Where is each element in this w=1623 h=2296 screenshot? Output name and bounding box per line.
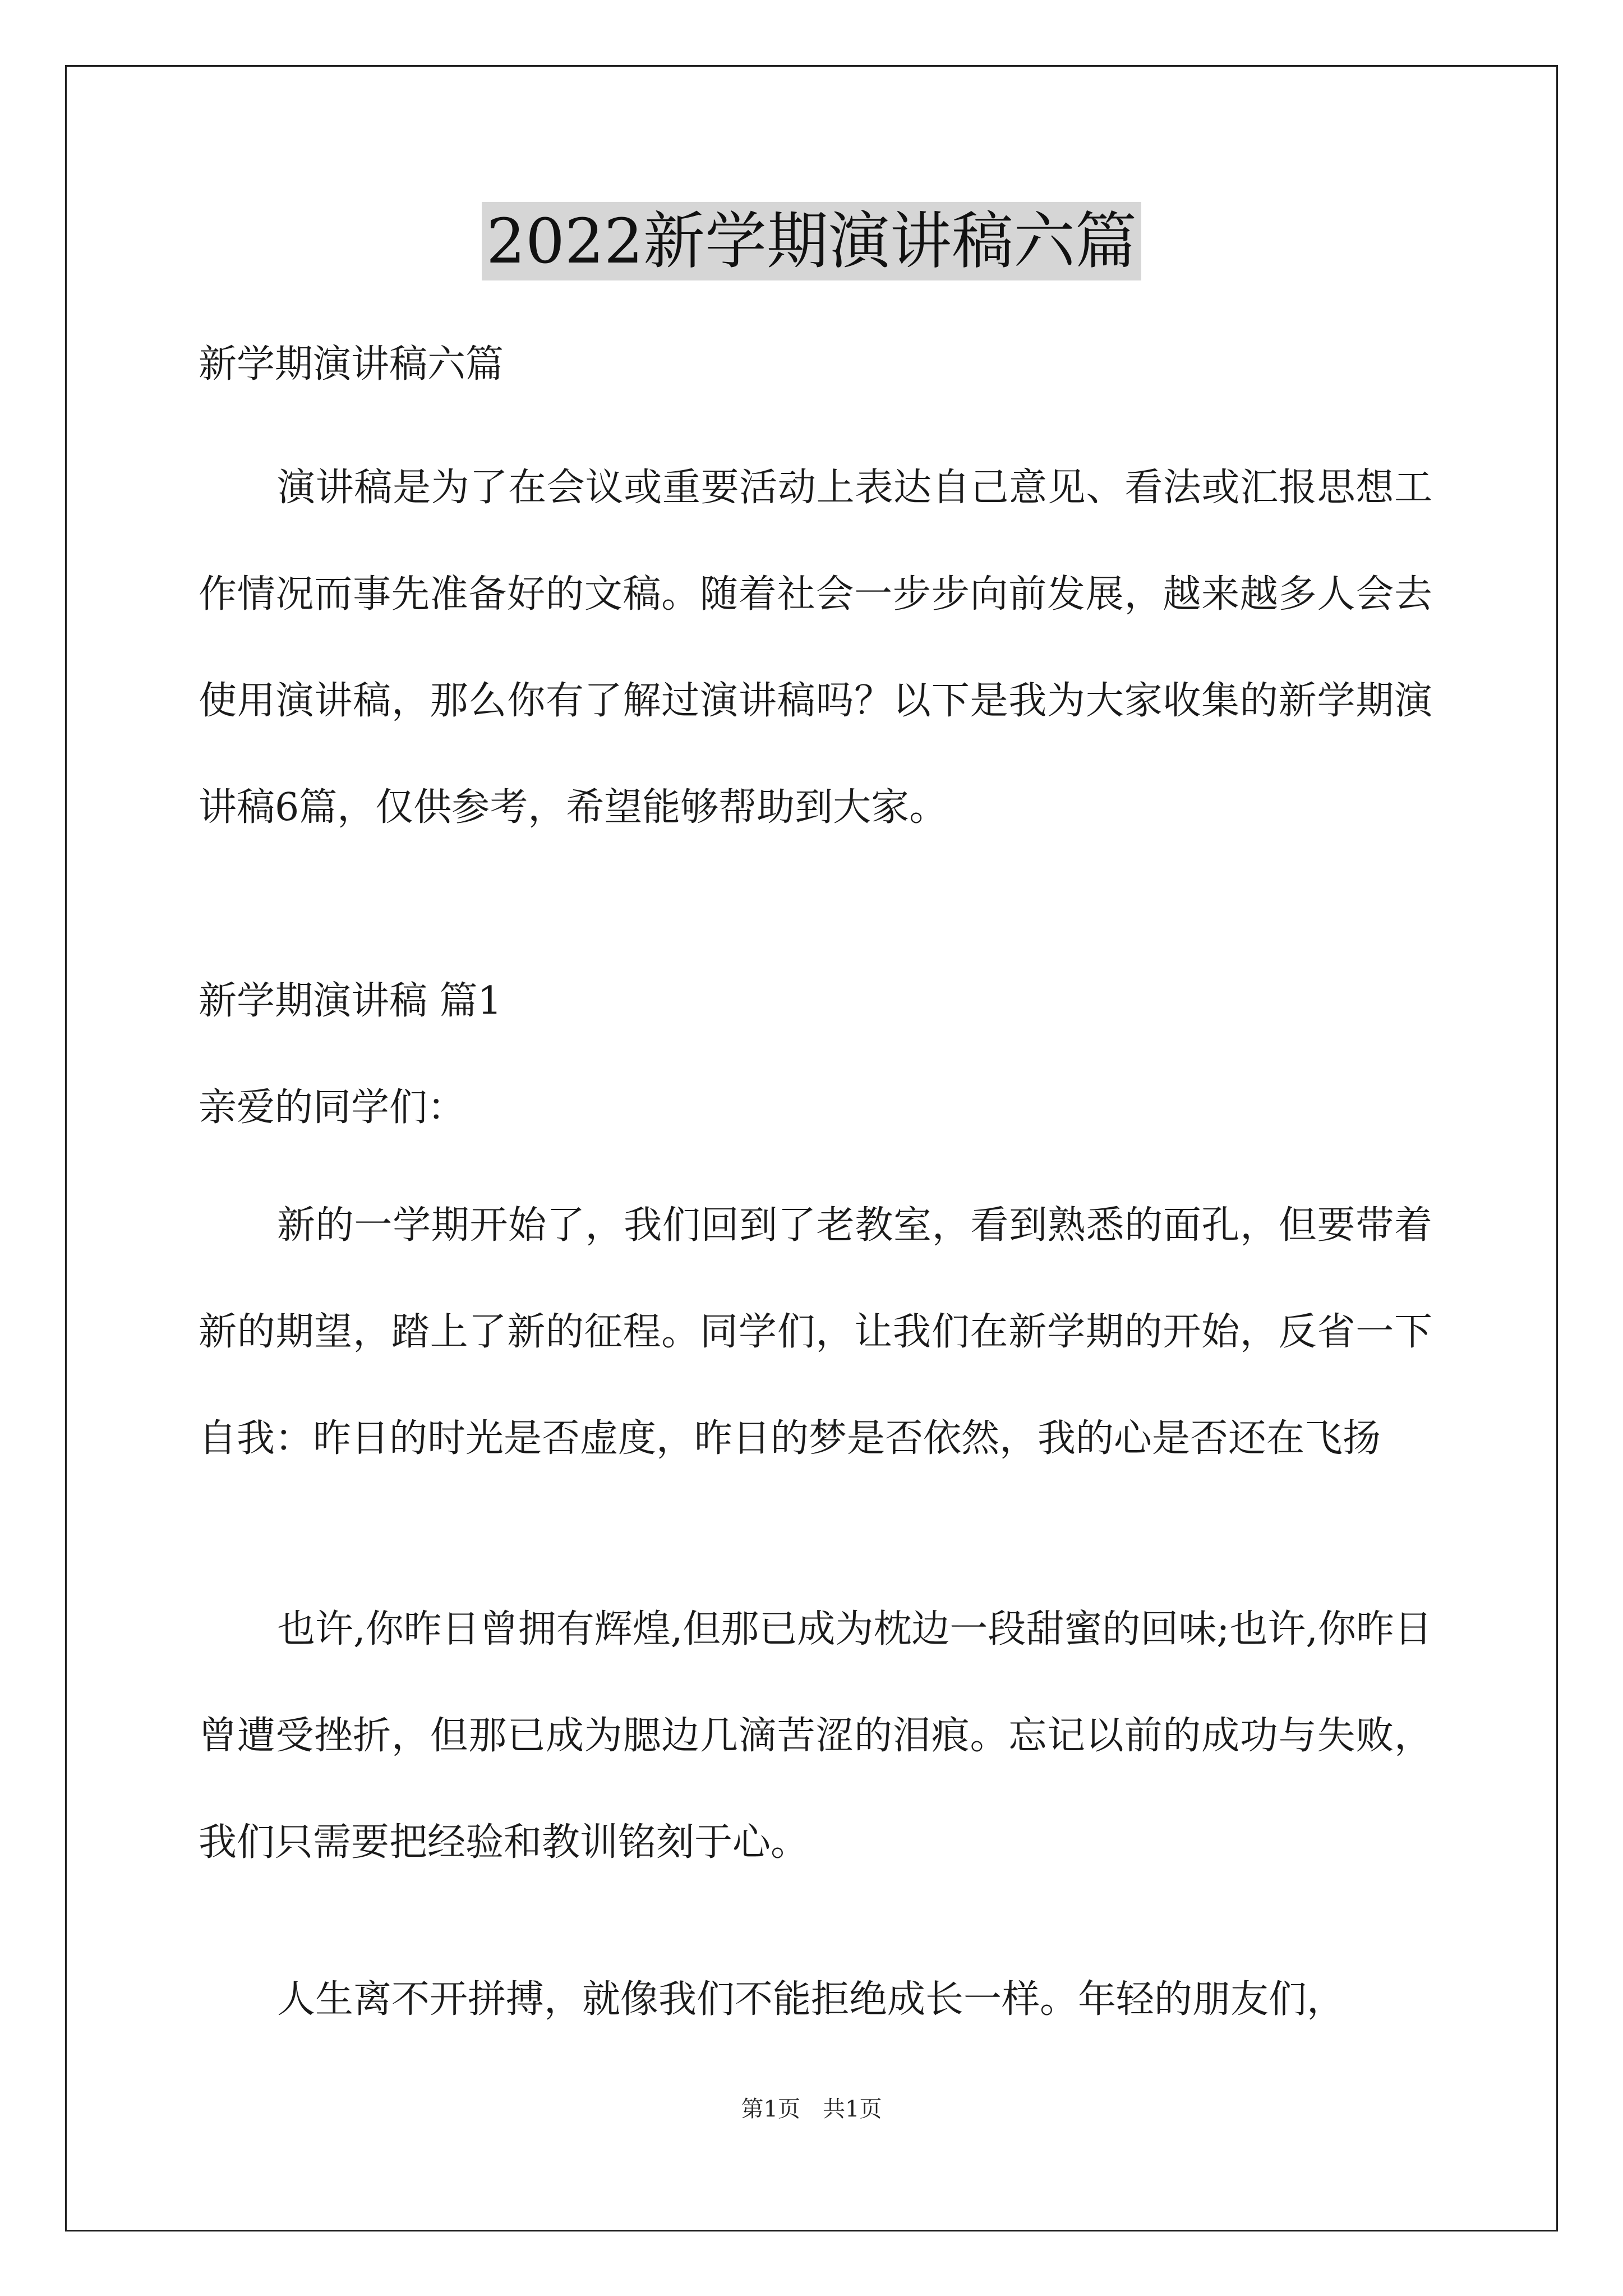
body-paragraph-2: 也许,你昨日曾拥有辉煌,但那已成为枕边一段甜蜜的回味;也许,你昨日曾遭受挫折，但那已成为腮边几滴苦涩的泪痕。忘记以前的成功与失败，我们只需要把经验和教训铭刻于心。 xyxy=(199,1607,1432,1865)
greeting-paragraph: 亲爱的同学们： xyxy=(199,1085,466,1130)
document-title-wrapper xyxy=(0,202,1623,280)
intro-paragraph: 演讲稿是为了在会议或重要活动上表达自己意见、看法或汇报思想工作情况而事先准备好的文稿。随着社会一步步向前发展，越来越多人会去使用演讲稿，那么你有了解过演讲稿吗？以下是我为大家收集的新学期演讲稿6篇，仅供参考，希望能够帮助到大家。 xyxy=(199,466,1432,830)
body-paragraph-1: 新的一学期开始了，我们回到了老教室，看到熟悉的面孔，但要带着新的期望，踏上了新的征程。同学们，让我们在新学期的开始，反省一下自我：昨日的时光是否虚度，昨日的梦是否依然，我的心是否还在飞扬 xyxy=(199,1203,1432,1461)
page-footer: 第1页 共1页 xyxy=(741,2096,882,2122)
subtitle-paragraph: 新学期演讲稿六篇 xyxy=(199,342,504,386)
document-title: 2022新学期演讲稿六篇 xyxy=(482,202,1141,280)
body-paragraph-3: 人生离不开拼搏，就像我们不能拒绝成长一样。年轻的朋友们， xyxy=(277,1977,1345,2022)
section-heading: 新学期演讲稿 篇1 xyxy=(199,979,502,1023)
